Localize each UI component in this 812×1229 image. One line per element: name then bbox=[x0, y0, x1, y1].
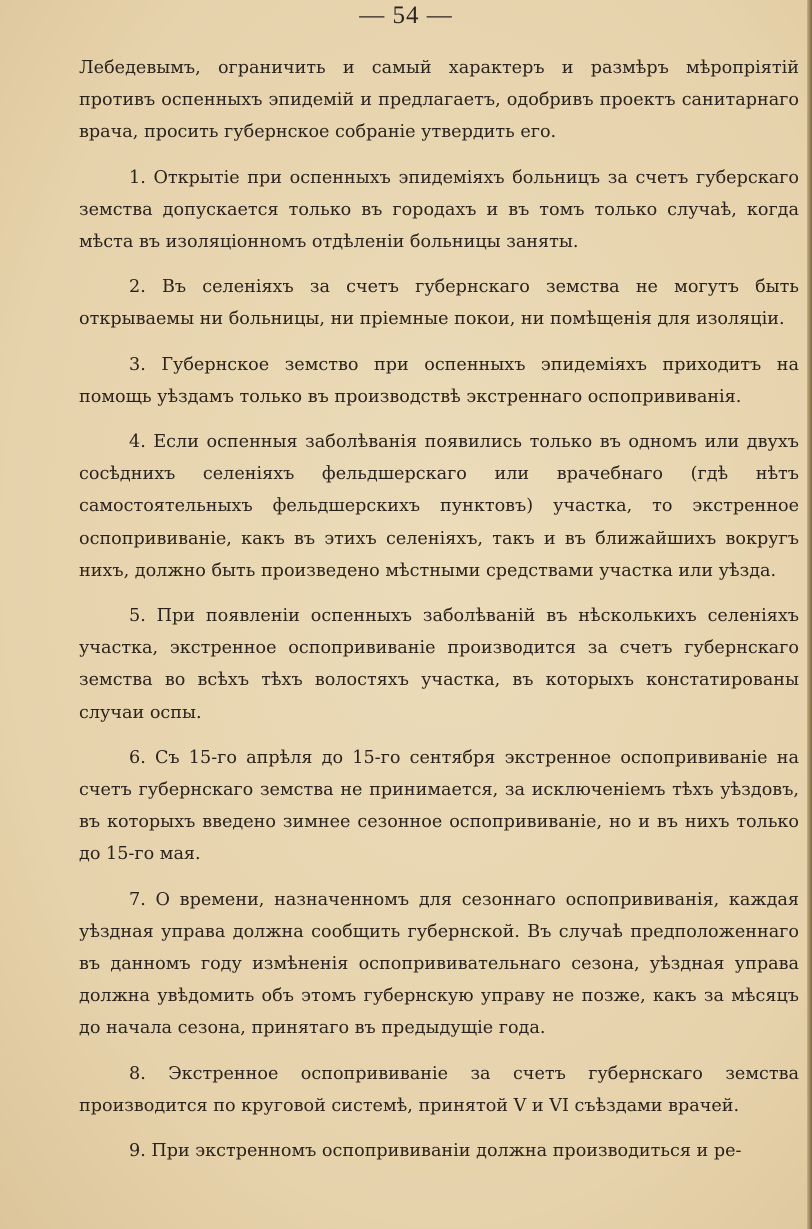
paragraph-item-7: 7. О времени, назначенномъ для сезоннаго оспопрививанія, каждая уѣздная управа должна сообщить губернской. Въ случаѣ предположеннаго въ данномъ году измѣненія оспопрививательнаго сезона, уѣздная управа должна увѣдомить объ этомъ губернскую управу не позже, какъ за мѣсяцъ до начала сезона, принятаго въ предыдущіе года. bbox=[79, 889, 799, 1039]
page-number: — 54 — bbox=[359, 2, 453, 29]
paragraph-item-1: 1. Открытіе при оспенныхъ эпидеміяхъ больницъ за счетъ губерскаго земства допускается только въ городахъ и въ томъ только случаѣ, когда мѣста въ изоляціонномъ отдѣленіи больницы заняты. bbox=[79, 167, 799, 253]
paragraph-item-5: 5. При появленіи оспенныхъ заболѣваній въ нѣсколькихъ селеніяхъ участка, экстренное оспопрививаніе производится за счетъ губернскаго земства во всѣхъ тѣхъ волостяхъ участка, въ которыхъ констатированы случаи оспы. bbox=[79, 606, 799, 723]
paragraph-item-6: 6. Съ 15-го апрѣля до 15-го сентября экстренное оспопрививаніе на счетъ губернскаго земства не принимается, за исключеніемъ тѣхъ уѣздовъ, въ которыхъ введено зимнее сезонное оспопрививаніе, но и въ нихъ только до 15-го мая. bbox=[79, 747, 799, 865]
paragraph-intro: Лебедевымъ, ограничить и самый характеръ и размѣръ мѣропріятій противъ оспенныхъ эпидемій и предлагаетъ, одобривъ проектъ санитарнаго врача, просить губернское собраніе утвердить его. bbox=[79, 58, 799, 143]
paragraph-item-3: 3. Губернское земство при оспенныхъ эпидеміяхъ приходитъ на помощь уѣздамъ только въ производствѣ экстреннаго оспопрививанія. bbox=[79, 354, 799, 407]
paragraph-item-4: 4. Если оспенныя заболѣванія появились только въ одномъ или двухъ сосѣднихъ селеніяхъ фельдшерскаго или врачебнаго (гдѣ нѣтъ самостоятельныхъ фельдшерскихъ пунктовъ) участка, то экстренное оспопрививаніе, какъ въ этихъ селеніяхъ, такъ и въ ближайшихъ вокругъ нихъ, должно быть произведено мѣстными средствами участка или уѣзда. bbox=[79, 432, 799, 581]
paragraph-item-8: 8. Экстренное оспопрививаніе за счетъ губернскаго земства производится по круговой системѣ, принятой V и VI съѣздами врачей. bbox=[79, 1063, 799, 1116]
body-text bbox=[79, 52, 799, 1180]
paragraph-item-9: 9. При экстренномъ оспопрививаніи должна производиться и ре- bbox=[129, 1141, 742, 1162]
page-edge-shadow bbox=[807, 0, 812, 1229]
paragraph-item-2: 2. Въ селеніяхъ за счетъ губернскаго земства не могутъ быть открываемы ни больницы, ни пріемные покои, ни помѣщенія для изоляціи. bbox=[79, 277, 799, 330]
